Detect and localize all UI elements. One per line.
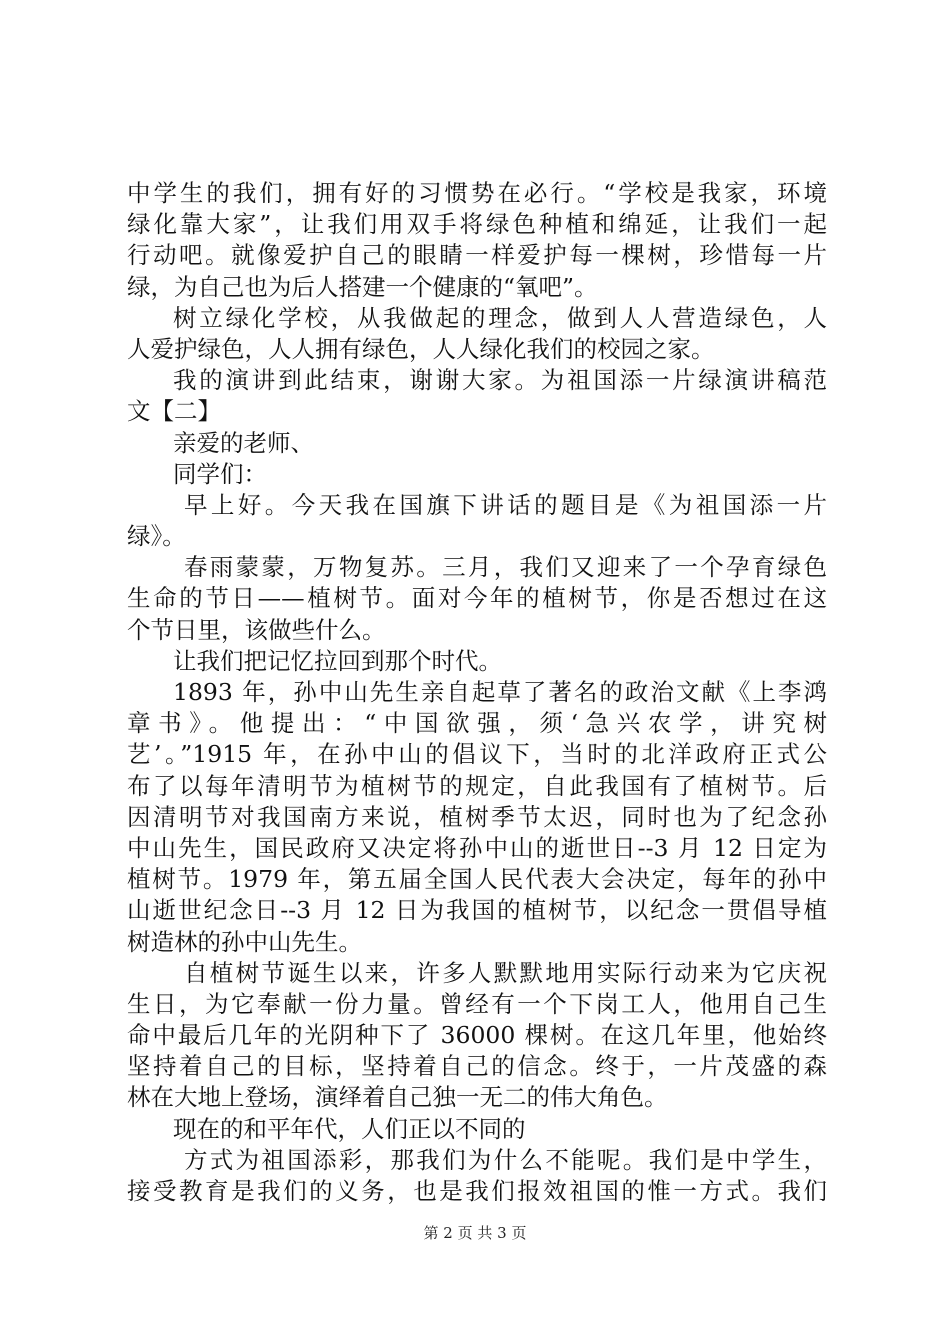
text-line: 中山先生，国民政府又决定将孙中山的逝世日--3 月 12 日定为 [127, 833, 827, 862]
text-line: 绿，为自己也为后人搭建一个健康的“氧吧”。 [127, 272, 598, 301]
text-line: 坚持着自己的目标，坚持着自己的信念。终于，一片茂盛的森 [127, 1052, 827, 1081]
text-line: 让我们把记忆拉回到那个时代。 [173, 646, 502, 675]
text-line: 生日，为它奉献一份力量。曾经有一个下岗工人，他用自己生 [127, 989, 827, 1018]
page-number-footer: 第 2 页 共 3 页 [423, 1224, 527, 1242]
salutation-line: 同学们： [173, 459, 267, 488]
text-line: 因清明节对我国南方来说，植树季节太迟，同时也为了纪念孙 [127, 802, 827, 831]
text-line: 个节日里，该做些什么。 [127, 615, 386, 644]
text-line: 林在大地上登场，演绎着自己独一无二的伟大角色。 [127, 1083, 668, 1112]
salutation-line: 亲爱的老师、 [173, 428, 314, 457]
text-line: 1893 年，孙中山先生亲自起草了著名的政治文献《上李鸿 [173, 678, 827, 706]
text-line: 方式为祖国添彩，那我们为什么不能呢。我们是中学生， [184, 1145, 827, 1174]
text-line: 树立绿化学校，从我做起的理念，做到人人营造绿色，人 [173, 303, 827, 332]
text-line: 命中最后几年的光阴种下了 36000 棵树。在这几年里，他始终 [127, 1021, 827, 1050]
text-line: 树造林的孙中山先生。 [127, 927, 362, 956]
text-line: 接受教育是我们的义务，也是我们报效祖国的惟一方式。我们 [127, 1177, 827, 1205]
text-line: 布了以每年清明节为植树节的规定，自此我国有了植树节。后 [127, 771, 827, 800]
text-line: 自植树节诞生以来，许多人默默地用实际行动来为它庆祝 [184, 958, 827, 987]
text-line: 行动吧。就像爱护自己的眼睛一样爱护每一棵树，珍惜每一片 [127, 241, 827, 270]
text-line: 生命的节日——植树节。面对今年的植树节，你是否想过在这 [127, 584, 827, 613]
text-line: 现在的和平年代，人们正以不同的 [173, 1114, 526, 1143]
text-line: 中学生的我们，拥有好的习惯势在必行。“学校是我家，环境 [127, 179, 827, 207]
text-line: 早上好。今天我在国旗下讲话的题目是《为祖国添一片 [184, 490, 827, 519]
text-line: 章书》。他提出：“中国欲强，须‘急兴农学，讲究树 [127, 709, 827, 738]
text-line: 绿化靠大家”，让我们用双手将绿色种植和绵延，让我们一起 [127, 210, 827, 239]
text-line: 春雨蒙蒙，万物复苏。三月，我们又迎来了一个孕育绿色 [184, 553, 827, 582]
text-line: 我的演讲到此结束，谢谢大家。为祖国添一片绿演讲稿范 [173, 366, 827, 395]
text-line: 人爱护绿色，人人拥有绿色，人人绿化我们的校园之家。 [127, 334, 715, 363]
document-body [127, 178, 827, 1207]
text-line: 植树节。1979 年，第五届全国人民代表大会决定，每年的孙中 [127, 865, 827, 894]
text-line: 山逝世纪念日--3 月 12 日为我国的植树节，以纪念一贯倡导植 [127, 896, 827, 925]
text-line: 绿》。 [127, 522, 186, 551]
text-line: 艺’。”1915 年，在孙中山的倡议下，当时的北洋政府正式公 [127, 740, 827, 769]
text-line: 文【二】 [127, 397, 221, 426]
